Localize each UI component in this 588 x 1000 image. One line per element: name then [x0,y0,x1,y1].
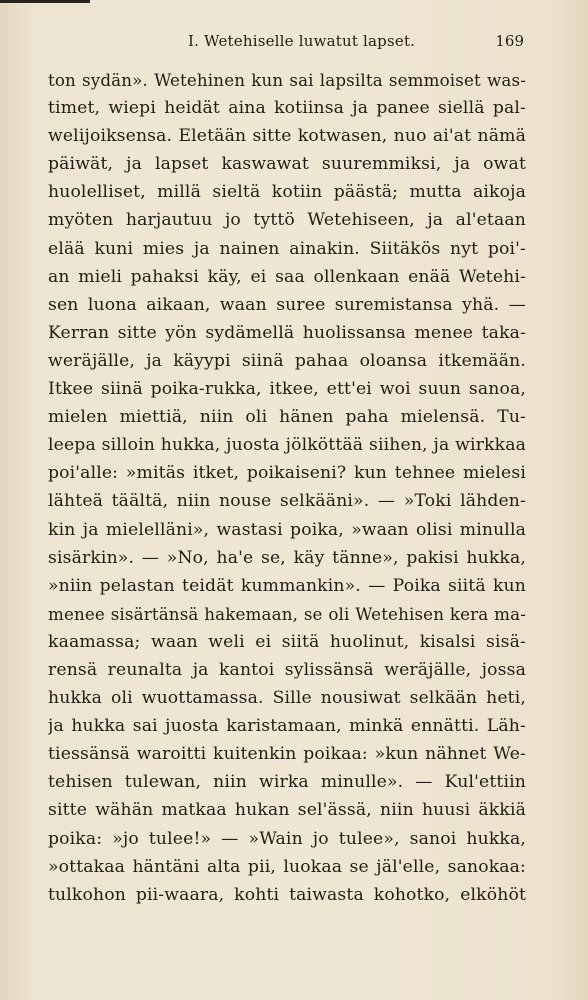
text-line: sitte wähän matkaa hukan sel'ässä, niin huusi äkkiä [48,800,526,821]
text-line: kaamassa; waan weli ei siitä huolinut, kisalsi sisä- [48,631,526,652]
text-line: leepa silloin hukka, juosta jölköttää siihen, ja wirkkaa [48,435,526,456]
page-header [48,32,526,54]
text-line: tulkohon pii-waara, kohti taiwasta kohotko, elköhöt [48,884,526,905]
text-line: an mieli pahaksi käy, ei saa ollenkaan enää Wetehi- [48,266,526,287]
text-line: ja hukka sai juosta karistamaan, minkä ennätti. Läh- [48,716,526,737]
text-line: »ottakaa häntäni alta pii, luokaa se jäl'elle, sanokaa: [48,856,526,877]
page-edge-mark [0,0,90,3]
text-line: rensä reunalta ja kantoi sylissänsä weräjälle, jossa [48,659,526,680]
text-line: timet, wiepi heidät aina kotiinsa ja panee siellä pal- [48,98,526,119]
text-line: päiwät, ja lapset kaswawat suuremmiksi, ja owat [48,154,526,175]
text-line: huolelliset, millä sieltä kotiin päästä; mutta aikoja [48,182,526,203]
text-line: welijoiksensa. Eletään sitte kotwasen, nuo ai'at nämä [48,126,526,147]
body-text [48,66,526,909]
text-line: Kerran sitte yön sydämellä huolissansa menee taka- [48,322,526,343]
text-line: »niin pelastan teidät kummankin». — Poika siitä kun [48,575,526,596]
text-line: kin ja mielelläni», wastasi poika, »waan olisi minulla [48,519,526,540]
text-line: sen luona aikaan, waan suree suremistansa yhä. — [48,294,526,315]
text-line: sisärkin». — »No, ha'e se, käy tänne», pakisi hukka, [48,547,526,568]
text-line: hukka oli wuottamassa. Sille nousiwat selkään heti, [48,688,526,709]
text-line: ton sydän». Wetehinen kun sai lapsilta semmoiset was- [48,70,526,90]
text-line: menee sisärtänsä hakemaan, se oli Wetehisen kera ma- [48,603,526,624]
text-line: mielen miettiä, niin oli hänen paha mielensä. Tu- [48,407,526,428]
text-line: lähteä täältä, niin nouse selkääni». — »Toki lähden- [48,491,526,512]
text-line: myöten harjautuu jo tyttö Wetehiseen, ja al'etaan [48,210,526,231]
text-line: tiessänsä waroitti kuitenkin poikaa: »kun nähnet We- [48,744,526,765]
text-line: elää kuni mies ja nainen ainakin. Siitäkös nyt poi'- [48,238,526,259]
text-line: tehisen tulewan, niin wirka minulle». — Kul'ettiin [48,772,526,793]
running-title: I. Wetehiselle luwatut lapset. [188,32,416,50]
text-line: poika: »jo tulee!» — »Wain jo tulee», sanoi hukka, [48,828,526,849]
text-line: Itkee siinä poika-rukka, itkee, ett'ei woi suun sanoa, [48,379,526,400]
text-line: weräjälle, ja käyypi siinä pahaa oloansa itkemään. [48,350,526,371]
page-number: 169 [495,32,524,50]
text-line: poi'alle: »mitäs itket, poikaiseni? kun tehnee mielesi [48,463,526,484]
